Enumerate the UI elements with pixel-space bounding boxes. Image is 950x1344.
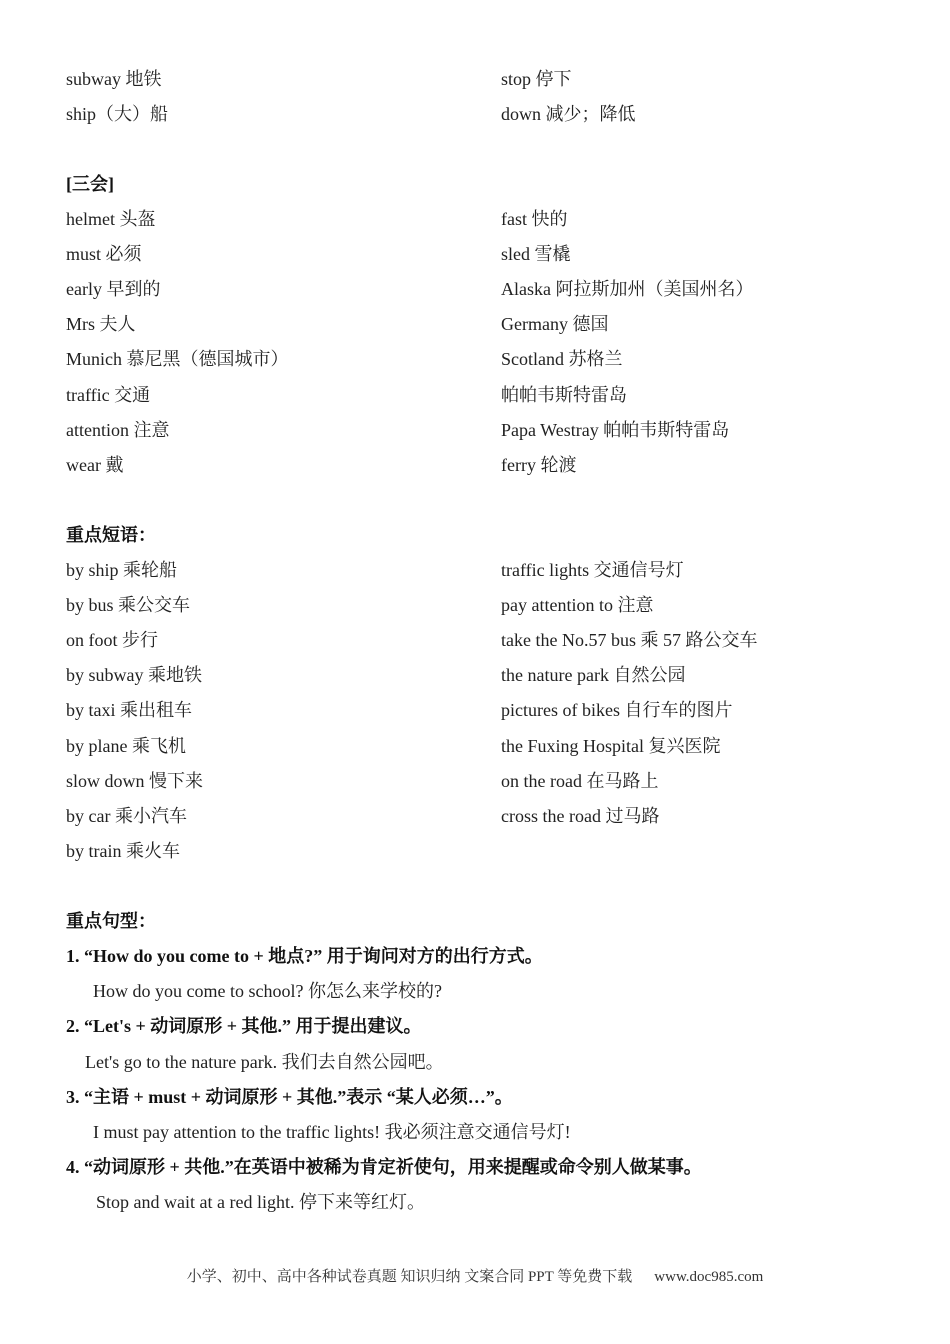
phrase-left-item: by subway 乘地铁 (66, 665, 202, 685)
sanhui-right-item: sled 雪橇 (501, 244, 571, 264)
sanhui-left-item: must 必须 (66, 244, 142, 264)
vocab-right-2: down 减少；降低 (501, 104, 636, 124)
vocab-right-1: stop 停下 (501, 69, 572, 89)
sanhui-right-item: Papa Westray 帕帕韦斯特雷岛 (501, 420, 730, 440)
vocab-left-1: subway 地铁 (66, 69, 162, 89)
sanhui-left-item: Munich 慕尼黑（德国城市） (66, 349, 289, 369)
phrases-heading: 重点短语： (66, 525, 156, 545)
phrase-left-item: by train 乘火车 (66, 841, 180, 861)
phrase-left-item: by taxi 乘出租车 (66, 700, 192, 720)
sentence-example-2: Let's go to the nature park. 我们去自然公园吧。 (85, 1052, 444, 1072)
sentence-example-3: I must pay attention to the traffic lights! 我必须注意交通信号灯! (93, 1122, 571, 1142)
page-footer (0, 1267, 950, 1287)
sanhui-right-item: Germany 德国 (501, 314, 609, 334)
phrase-right-item: pay attention to 注意 (501, 595, 654, 615)
footer-url[interactable]: www.doc985.com (654, 1269, 764, 1285)
phrase-right-item: take the No.57 bus 乘 57 路公交车 (501, 630, 758, 650)
phrase-right-item: cross the road 过马路 (501, 806, 660, 826)
sentence-example-4: Stop and wait at a red light. 停下来等红灯。 (96, 1192, 425, 1212)
phrase-right-item: on the road 在马路上 (501, 771, 659, 791)
sentences-heading: 重点句型： (66, 911, 156, 931)
sanhui-left-item: Mrs 夫人 (66, 314, 136, 334)
phrase-left-item: by car 乘小汽车 (66, 806, 187, 826)
phrase-right-item: the nature park 自然公园 (501, 665, 686, 685)
sentence-rule-4: 4. “动词原形 + 共他.”在英语中被稀为肯定祈使句，用来提醒或命令别人做某事。 (66, 1157, 702, 1177)
sentence-rule-3: 3. “主语 + must + 动词原形 + 其他.”表示 “某人必须…”。 (66, 1087, 513, 1107)
vocab-left-2: ship（大）船 (66, 104, 169, 124)
phrase-left-item: by bus 乘公交车 (66, 595, 191, 615)
sanhui-left-item: early 早到的 (66, 279, 161, 299)
sanhui-right-item: Alaska 阿拉斯加州（美国州名） (501, 279, 754, 299)
sanhui-right-item: fast 快的 (501, 209, 568, 229)
phrase-left-item: by ship 乘轮船 (66, 560, 178, 580)
phrase-right-item: traffic lights 交通信号灯 (501, 560, 684, 580)
phrase-left-item: by plane 乘飞机 (66, 736, 186, 756)
sentence-rule-2: 2. “Let's + 动词原形 + 其他.” 用于提出建议。 (66, 1016, 422, 1036)
sanhui-left-item: traffic 交通 (66, 385, 151, 405)
phrase-right-item: the Fuxing Hospital 复兴医院 (501, 736, 721, 756)
sanhui-heading: [三会] (66, 174, 114, 194)
sanhui-left-item: helmet 头盔 (66, 209, 156, 229)
phrase-left-item: on foot 步行 (66, 630, 158, 650)
footer-text: 小学、初中、高中各种试卷真题 知识归纳 文案合同 PPT 等免费下载 (186, 1269, 633, 1285)
sanhui-left-item: attention 注意 (66, 420, 170, 440)
sanhui-right-item: Scotland 苏格兰 (501, 349, 623, 369)
sentence-example-1: How do you come to school? 你怎么来学校的? (93, 981, 442, 1001)
phrase-right-item: pictures of bikes 自行车的图片 (501, 700, 733, 720)
sanhui-right-item: ferry 轮渡 (501, 455, 577, 475)
phrase-left-item: slow down 慢下来 (66, 771, 204, 791)
sanhui-right-item: 帕帕韦斯特雷岛 (501, 385, 627, 405)
sanhui-left-item: wear 戴 (66, 455, 124, 475)
sentence-rule-1: 1. “How do you come to + 地点?” 用于询问对方的出行方式。 (66, 946, 543, 966)
